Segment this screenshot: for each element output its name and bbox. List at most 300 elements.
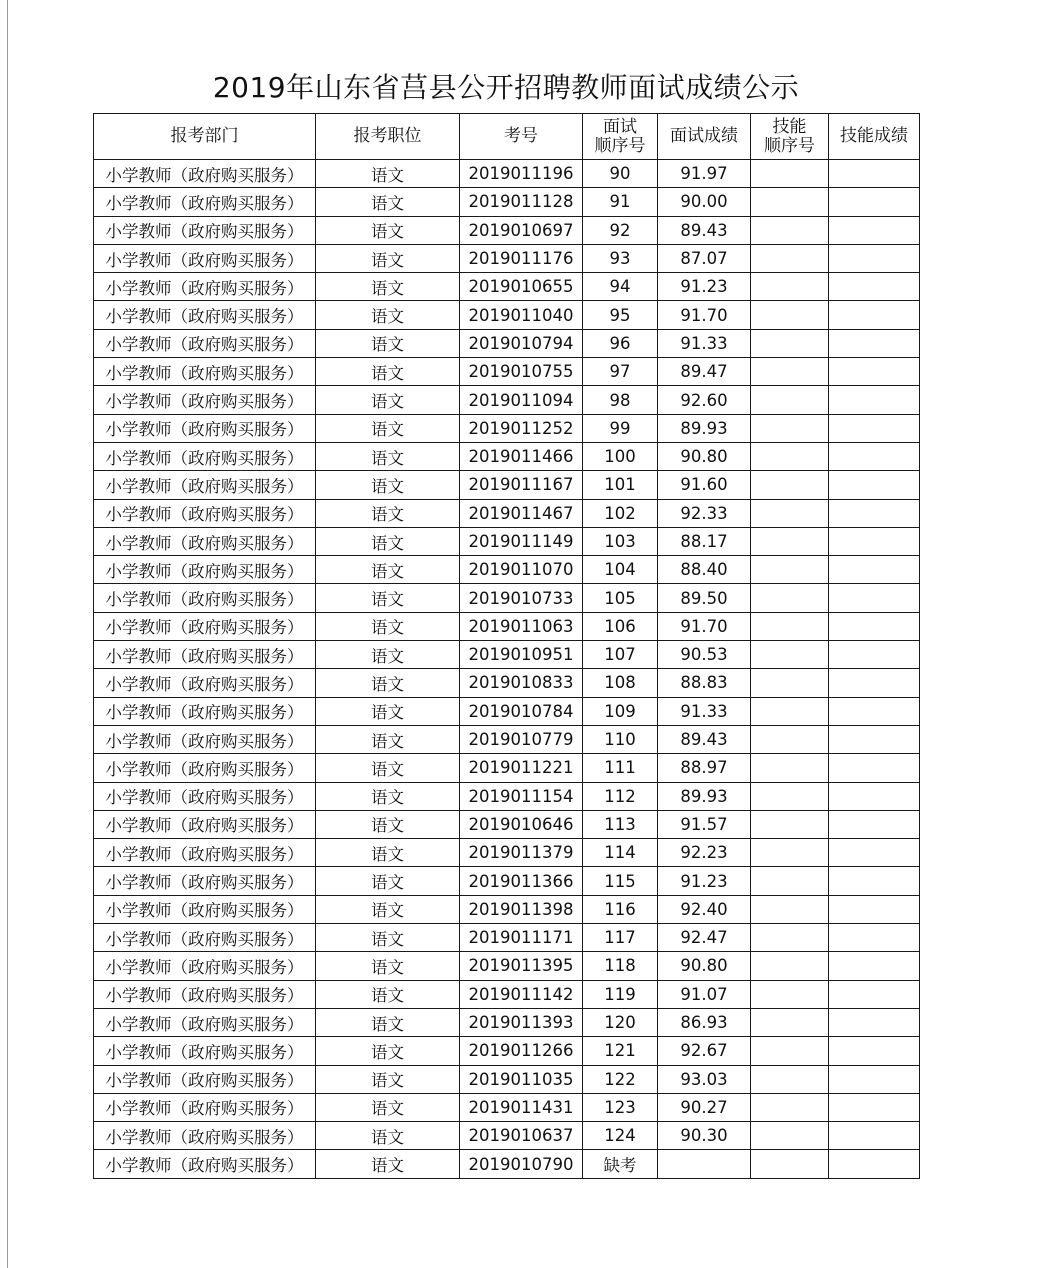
cell-exam-no: 2019011171 [460, 924, 583, 952]
cell-exam-no: 2019010755 [460, 358, 583, 386]
cell-skill-score [829, 584, 920, 612]
score-table [93, 113, 920, 1179]
cell-dept: 小学教师（政府购买服务） [94, 556, 316, 584]
cell-position: 语文 [316, 584, 460, 612]
cell-interview-order: 97 [583, 358, 658, 386]
cell-skill-score [829, 386, 920, 414]
cell-skill-score [829, 160, 920, 188]
cell-interview-order: 113 [583, 810, 658, 838]
cell-interview-score: 90.80 [658, 442, 751, 470]
cell-skill-order [751, 1037, 829, 1065]
header-skill-order [751, 114, 829, 160]
cell-interview-score: 92.23 [658, 839, 751, 867]
cell-dept: 小学教师（政府购买服务） [94, 810, 316, 838]
cell-skill-score [829, 980, 920, 1008]
cell-interview-score: 89.93 [658, 782, 751, 810]
cell-skill-order [751, 1122, 829, 1150]
cell-interview-order: 115 [583, 867, 658, 895]
table-row [94, 612, 920, 640]
cell-exam-no: 2019011149 [460, 527, 583, 555]
cell-position: 语文 [316, 1122, 460, 1150]
cell-dept: 小学教师（政府购买服务） [94, 782, 316, 810]
cell-interview-order: 110 [583, 725, 658, 753]
table-row [94, 810, 920, 838]
cell-dept: 小学教师（政府购买服务） [94, 669, 316, 697]
cell-position: 语文 [316, 839, 460, 867]
cell-interview-score: 90.80 [658, 952, 751, 980]
cell-interview-order: 98 [583, 386, 658, 414]
cell-position: 语文 [316, 895, 460, 923]
cell-interview-score: 91.33 [658, 697, 751, 725]
cell-dept: 小学教师（政府购买服务） [94, 499, 316, 527]
cell-position: 语文 [316, 782, 460, 810]
header-interview-order-line1: 面试 [603, 116, 637, 137]
cell-position: 语文 [316, 1065, 460, 1093]
cell-skill-order [751, 782, 829, 810]
table-row [94, 1122, 920, 1150]
cell-interview-order: 106 [583, 612, 658, 640]
cell-interview-order: 117 [583, 924, 658, 952]
header-interview-order-line2: 顺序号 [594, 135, 646, 156]
cell-exam-no: 2019011466 [460, 442, 583, 470]
cell-dept: 小学教师（政府购买服务） [94, 188, 316, 216]
cell-interview-order: 114 [583, 839, 658, 867]
cell-interview-score: 89.43 [658, 725, 751, 753]
cell-exam-no: 2019011252 [460, 414, 583, 442]
cell-skill-order [751, 754, 829, 782]
page-edge-line [7, 0, 8, 1268]
cell-skill-order [751, 471, 829, 499]
cell-skill-score [829, 1093, 920, 1121]
cell-exam-no: 2019011398 [460, 895, 583, 923]
table-row [94, 725, 920, 753]
table-row [94, 584, 920, 612]
cell-position: 语文 [316, 329, 460, 357]
header-interview-score: 面试成绩 [658, 114, 751, 160]
cell-dept: 小学教师（政府购买服务） [94, 754, 316, 782]
cell-dept: 小学教师（政府购买服务） [94, 867, 316, 895]
cell-position: 语文 [316, 244, 460, 272]
cell-interview-score: 90.00 [658, 188, 751, 216]
table-row [94, 1037, 920, 1065]
cell-exam-no: 2019011366 [460, 867, 583, 895]
cell-interview-score: 89.47 [658, 358, 751, 386]
cell-position: 语文 [316, 924, 460, 952]
cell-dept: 小学教师（政府购买服务） [94, 641, 316, 669]
table-row [94, 442, 920, 470]
cell-interview-order: 99 [583, 414, 658, 442]
cell-skill-order [751, 669, 829, 697]
cell-skill-order [751, 641, 829, 669]
table-row [94, 980, 920, 1008]
cell-dept: 小学教师（政府购买服务） [94, 386, 316, 414]
cell-skill-order [751, 839, 829, 867]
cell-dept: 小学教师（政府购买服务） [94, 1150, 316, 1178]
cell-skill-score [829, 1065, 920, 1093]
cell-skill-order [751, 244, 829, 272]
cell-skill-score [829, 669, 920, 697]
header-skill-score: 技能成绩 [829, 114, 920, 160]
cell-skill-score [829, 924, 920, 952]
cell-dept: 小学教师（政府购买服务） [94, 329, 316, 357]
cell-interview-order: 120 [583, 1008, 658, 1036]
cell-position: 语文 [316, 867, 460, 895]
cell-interview-score: 91.23 [658, 273, 751, 301]
table-row [94, 216, 920, 244]
cell-interview-score: 88.40 [658, 556, 751, 584]
cell-interview-order: 122 [583, 1065, 658, 1093]
cell-dept: 小学教师（政府购买服务） [94, 1008, 316, 1036]
cell-interview-score: 88.17 [658, 527, 751, 555]
cell-skill-score [829, 244, 920, 272]
cell-exam-no: 2019010779 [460, 725, 583, 753]
cell-dept: 小学教师（政府购买服务） [94, 584, 316, 612]
cell-interview-order: 105 [583, 584, 658, 612]
cell-dept: 小学教师（政府购买服务） [94, 924, 316, 952]
cell-interview-order: 112 [583, 782, 658, 810]
cell-interview-score: 91.97 [658, 160, 751, 188]
table-row [94, 952, 920, 980]
cell-interview-score: 89.50 [658, 584, 751, 612]
cell-interview-order: 121 [583, 1037, 658, 1065]
cell-exam-no: 2019011040 [460, 301, 583, 329]
cell-exam-no: 2019011094 [460, 386, 583, 414]
cell-position: 语文 [316, 471, 460, 499]
cell-interview-score: 91.23 [658, 867, 751, 895]
cell-position: 语文 [316, 442, 460, 470]
cell-position: 语文 [316, 612, 460, 640]
cell-skill-order [751, 329, 829, 357]
cell-dept: 小学教师（政府购买服务） [94, 244, 316, 272]
cell-skill-order [751, 1093, 829, 1121]
cell-interview-score: 87.07 [658, 244, 751, 272]
cell-exam-no: 2019010790 [460, 1150, 583, 1178]
cell-skill-score [829, 867, 920, 895]
cell-interview-order: 103 [583, 527, 658, 555]
cell-exam-no: 2019011266 [460, 1037, 583, 1065]
cell-dept: 小学教师（政府购买服务） [94, 358, 316, 386]
cell-skill-order [751, 810, 829, 838]
cell-exam-no: 2019011154 [460, 782, 583, 810]
cell-skill-score [829, 329, 920, 357]
cell-interview-order: 124 [583, 1122, 658, 1150]
cell-skill-score [829, 697, 920, 725]
table-row [94, 754, 920, 782]
cell-skill-score [829, 725, 920, 753]
cell-skill-order [751, 358, 829, 386]
cell-interview-score: 89.43 [658, 216, 751, 244]
header-skill-order-line2: 顺序号 [764, 135, 815, 156]
cell-interview-score: 90.30 [658, 1122, 751, 1150]
cell-position: 语文 [316, 188, 460, 216]
cell-dept: 小学教师（政府购买服务） [94, 895, 316, 923]
cell-interview-order: 95 [583, 301, 658, 329]
table-row [94, 1065, 920, 1093]
page-title: 2019年山东省莒县公开招聘教师面试成绩公示 [212, 71, 800, 104]
cell-position: 语文 [316, 556, 460, 584]
table-row [94, 188, 920, 216]
cell-interview-score [658, 1150, 751, 1178]
cell-interview-order: 96 [583, 329, 658, 357]
cell-exam-no: 2019011142 [460, 980, 583, 1008]
cell-skill-order [751, 386, 829, 414]
cell-interview-score: 92.67 [658, 1037, 751, 1065]
cell-interview-order: 118 [583, 952, 658, 980]
cell-position: 语文 [316, 697, 460, 725]
header-exam-no: 考号 [460, 114, 583, 160]
cell-skill-order [751, 301, 829, 329]
header-skill-order-line1: 技能 [772, 116, 807, 137]
header-row [94, 114, 920, 160]
cell-dept: 小学教师（政府购买服务） [94, 160, 316, 188]
cell-dept: 小学教师（政府购买服务） [94, 1037, 316, 1065]
cell-position: 语文 [316, 160, 460, 188]
cell-exam-no: 2019011393 [460, 1008, 583, 1036]
cell-interview-score: 91.57 [658, 810, 751, 838]
cell-dept: 小学教师（政府购买服务） [94, 952, 316, 980]
cell-skill-order [751, 442, 829, 470]
cell-skill-order [751, 216, 829, 244]
cell-interview-order: 109 [583, 697, 658, 725]
cell-position: 语文 [316, 641, 460, 669]
cell-dept: 小学教师（政府购买服务） [94, 1093, 316, 1121]
cell-interview-score: 91.70 [658, 301, 751, 329]
cell-interview-order: 90 [583, 160, 658, 188]
cell-skill-score [829, 499, 920, 527]
cell-position: 语文 [316, 273, 460, 301]
cell-skill-score [829, 1037, 920, 1065]
cell-skill-score [829, 839, 920, 867]
cell-dept: 小学教师（政府购买服务） [94, 1122, 316, 1150]
header-position: 报考职位 [316, 114, 460, 160]
cell-skill-order [751, 612, 829, 640]
cell-skill-order [751, 1008, 829, 1036]
table-row [94, 1008, 920, 1036]
cell-interview-score: 89.93 [658, 414, 751, 442]
cell-interview-order: 108 [583, 669, 658, 697]
cell-interview-order: 92 [583, 216, 658, 244]
cell-interview-order: 93 [583, 244, 658, 272]
table-row [94, 414, 920, 442]
cell-position: 语文 [316, 810, 460, 838]
table-row [94, 556, 920, 584]
cell-exam-no: 2019010833 [460, 669, 583, 697]
cell-exam-no: 2019011063 [460, 612, 583, 640]
cell-exam-no: 2019010794 [460, 329, 583, 357]
header-dept: 报考部门 [94, 114, 316, 160]
cell-exam-no: 2019010655 [460, 273, 583, 301]
cell-skill-score [829, 895, 920, 923]
table-row [94, 839, 920, 867]
cell-interview-order: 104 [583, 556, 658, 584]
cell-interview-score: 90.53 [658, 641, 751, 669]
cell-position: 语文 [316, 386, 460, 414]
table-row [94, 301, 920, 329]
cell-dept: 小学教师（政府购买服务） [94, 216, 316, 244]
cell-skill-order [751, 188, 829, 216]
cell-dept: 小学教师（政府购买服务） [94, 725, 316, 753]
cell-position: 语文 [316, 216, 460, 244]
cell-skill-order [751, 725, 829, 753]
cell-skill-order [751, 527, 829, 555]
cell-position: 语文 [316, 669, 460, 697]
cell-exam-no: 2019011070 [460, 556, 583, 584]
cell-skill-order [751, 499, 829, 527]
cell-skill-score [829, 952, 920, 980]
cell-interview-order: 91 [583, 188, 658, 216]
cell-position: 语文 [316, 499, 460, 527]
table-row [94, 471, 920, 499]
cell-skill-score [829, 527, 920, 555]
cell-skill-score [829, 471, 920, 499]
table-row [94, 358, 920, 386]
cell-position: 语文 [316, 1008, 460, 1036]
cell-exam-no: 2019011221 [460, 754, 583, 782]
cell-skill-order [751, 980, 829, 1008]
cell-skill-score [829, 1122, 920, 1150]
cell-skill-score [829, 612, 920, 640]
cell-interview-score: 91.60 [658, 471, 751, 499]
cell-interview-score: 91.70 [658, 612, 751, 640]
cell-interview-score: 86.93 [658, 1008, 751, 1036]
cell-interview-score: 88.83 [658, 669, 751, 697]
cell-skill-score [829, 188, 920, 216]
cell-dept: 小学教师（政府购买服务） [94, 273, 316, 301]
cell-exam-no: 2019011467 [460, 499, 583, 527]
cell-exam-no: 2019011128 [460, 188, 583, 216]
cell-exam-no: 2019010697 [460, 216, 583, 244]
table-row [94, 782, 920, 810]
table-row [94, 895, 920, 923]
cell-dept: 小学教师（政府购买服务） [94, 301, 316, 329]
cell-dept: 小学教师（政府购买服务） [94, 471, 316, 499]
table-row [94, 1093, 920, 1121]
cell-exam-no: 2019011395 [460, 952, 583, 980]
cell-exam-no: 2019011196 [460, 160, 583, 188]
cell-interview-order: 102 [583, 499, 658, 527]
table-row [94, 867, 920, 895]
cell-position: 语文 [316, 1037, 460, 1065]
cell-position: 语文 [316, 725, 460, 753]
table-row [94, 329, 920, 357]
cell-skill-score [829, 216, 920, 244]
cell-skill-score [829, 414, 920, 442]
cell-exam-no: 2019010637 [460, 1122, 583, 1150]
table-row [94, 924, 920, 952]
cell-exam-no: 2019011167 [460, 471, 583, 499]
table-row [94, 669, 920, 697]
cell-exam-no: 2019011431 [460, 1093, 583, 1121]
cell-interview-score: 93.03 [658, 1065, 751, 1093]
cell-interview-order: 123 [583, 1093, 658, 1121]
cell-skill-order [751, 1065, 829, 1093]
cell-skill-order [751, 273, 829, 301]
cell-exam-no: 2019011035 [460, 1065, 583, 1093]
cell-position: 语文 [316, 414, 460, 442]
cell-dept: 小学教师（政府购买服务） [94, 527, 316, 555]
cell-skill-order [751, 697, 829, 725]
cell-skill-score [829, 556, 920, 584]
cell-interview-order: 94 [583, 273, 658, 301]
cell-exam-no: 2019010784 [460, 697, 583, 725]
cell-position: 语文 [316, 301, 460, 329]
cell-interview-order: 116 [583, 895, 658, 923]
cell-position: 语文 [316, 1093, 460, 1121]
cell-skill-order [751, 1150, 829, 1178]
cell-skill-order [751, 895, 829, 923]
table-row [94, 697, 920, 725]
cell-interview-order: 107 [583, 641, 658, 669]
cell-exam-no: 2019010646 [460, 810, 583, 838]
cell-exam-no: 2019011379 [460, 839, 583, 867]
cell-exam-no: 2019010733 [460, 584, 583, 612]
cell-skill-score [829, 301, 920, 329]
cell-dept: 小学教师（政府购买服务） [94, 980, 316, 1008]
cell-interview-order: 缺考 [583, 1150, 658, 1178]
cell-skill-score [829, 1150, 920, 1178]
cell-interview-order: 101 [583, 471, 658, 499]
cell-skill-score [829, 273, 920, 301]
cell-interview-score: 91.33 [658, 329, 751, 357]
cell-position: 语文 [316, 1150, 460, 1178]
cell-position: 语文 [316, 754, 460, 782]
cell-interview-score: 90.27 [658, 1093, 751, 1121]
table-row [94, 1150, 920, 1178]
cell-skill-order [751, 952, 829, 980]
cell-skill-score [829, 754, 920, 782]
cell-skill-score [829, 641, 920, 669]
cell-dept: 小学教师（政府购买服务） [94, 1065, 316, 1093]
cell-exam-no: 2019010951 [460, 641, 583, 669]
cell-skill-score [829, 810, 920, 838]
cell-dept: 小学教师（政府购买服务） [94, 839, 316, 867]
cell-interview-order: 119 [583, 980, 658, 1008]
cell-interview-score: 88.97 [658, 754, 751, 782]
cell-skill-score [829, 358, 920, 386]
table-row [94, 499, 920, 527]
cell-skill-score [829, 1008, 920, 1036]
cell-dept: 小学教师（政府购买服务） [94, 442, 316, 470]
table-row [94, 244, 920, 272]
table-row [94, 641, 920, 669]
cell-interview-score: 92.60 [658, 386, 751, 414]
cell-interview-order: 100 [583, 442, 658, 470]
cell-skill-order [751, 160, 829, 188]
table-row [94, 527, 920, 555]
header-interview-order [583, 114, 658, 160]
cell-position: 语文 [316, 980, 460, 1008]
cell-dept: 小学教师（政府购买服务） [94, 612, 316, 640]
cell-interview-score: 92.33 [658, 499, 751, 527]
cell-skill-order [751, 867, 829, 895]
cell-interview-score: 92.47 [658, 924, 751, 952]
cell-exam-no: 2019011176 [460, 244, 583, 272]
cell-skill-score [829, 782, 920, 810]
cell-position: 语文 [316, 527, 460, 555]
table-row [94, 386, 920, 414]
cell-position: 语文 [316, 358, 460, 386]
cell-interview-score: 91.07 [658, 980, 751, 1008]
cell-skill-order [751, 584, 829, 612]
cell-skill-order [751, 924, 829, 952]
cell-skill-order [751, 414, 829, 442]
cell-interview-order: 111 [583, 754, 658, 782]
cell-skill-order [751, 556, 829, 584]
cell-position: 语文 [316, 952, 460, 980]
cell-dept: 小学教师（政府购买服务） [94, 697, 316, 725]
table-row [94, 160, 920, 188]
cell-dept: 小学教师（政府购买服务） [94, 414, 316, 442]
